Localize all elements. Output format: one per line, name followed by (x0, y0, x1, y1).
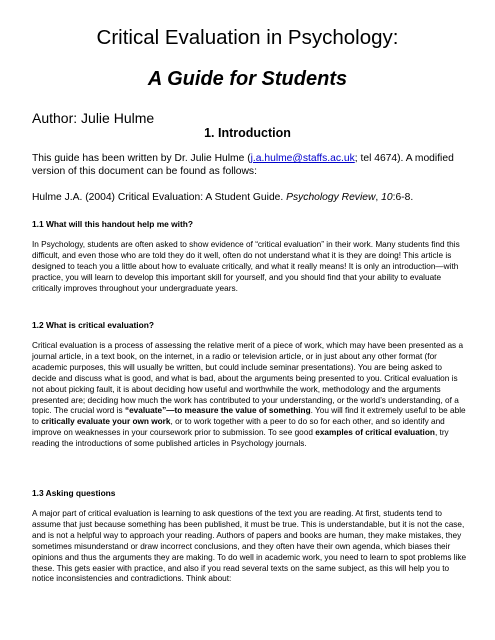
subsection-text-1-1: In Psychology, students are often asked to show evidence of “critical evaluation” in their work. Many students find this difficult, and even those who are told they do it well, often do not understand what it is they are doing! This article is designed to teach you a little about how to evaluate critically, and what it really means! It is only an introduction—with practice, you will learn to develop this important skill for yourself, and you should find that your ability to evaluate critically improves throughout your undergraduate years. (32, 240, 460, 293)
reference-journal: Psychology Review (286, 192, 376, 203)
email-link[interactable]: j.a.hulme@staffs.ac.uk (250, 153, 355, 164)
reference-text: Hulme J.A. (2004) Critical Evaluation: A Student Guide. (32, 192, 287, 203)
subsection-text-1-3: A major part of critical evaluation is learning to ask questions of the text you are reading. At first, students tend to assume that just because something has been published, it must be true. This is understandable, but it is not the case, and is not a helpful way to approach your reading. Authors of papers and books are human, they make mistakes, they sometimes misunderstand or draw incorrect conclusions, and they often have their own agenda, which biases their opinions and thus the arguments they are making. To do well in academic work, you need to learn to spot problems like these. This gets easier with practice, and also if you read several texts on the same subject, as this will help you to notice inconsistencies and contradictions. Think about: (32, 509, 467, 584)
para-1-2-bold-evaluate: “evaluate”—to measure the value of something (124, 406, 311, 416)
document-title: Critical Evaluation in Psychology: (96, 26, 399, 49)
document-subtitle: A Guide for Students (147, 68, 348, 90)
subsection-heading-1-1: 1.1 What will this handout help me with? (32, 219, 193, 229)
intro-paragraph (32, 153, 465, 178)
para-1-2-text-a: Critical evaluation is a process of assessing the relative merit of a piece of work, which may have been presented as a journal article, in a text book, on the internet, in a radio or television article, or in just about any other format (for academic purposes, this will usually be written, but could include seminar presentations). You are being asked to decide and discuss what is good, and what is bad, about the arguments being presented to you. Critical evaluation is not about picking fault, it is about deciding how useful and worthwhile the work, methodology and the arguments presented are; deciding how much the work has contributed to your understanding, or the world’s understanding, of a topic. The crucial word is (32, 341, 464, 416)
subsection-heading-1-3: 1.3 Asking questions (32, 488, 116, 498)
subsection-heading-1-2: 1.2 What is critical evaluation? (32, 320, 154, 330)
intro-text-part1: This guide has been written by Dr. Julie Hulme ( (32, 153, 251, 164)
para-1-2-bold-own-work: critically evaluate your own work (41, 417, 171, 427)
reference-pages: :6-8. (392, 192, 414, 203)
para-1-2-text-d: , try reading the introductions of some published articles in Psychology journals. (32, 428, 449, 449)
intro-text-part2: ; tel 4674). A modified version of this document can be found as follows: (32, 153, 454, 177)
reference-citation (32, 192, 465, 205)
para-1-2-bold-examples: examples of critical evaluation (315, 428, 435, 438)
subsection-text-1-2 (32, 341, 467, 450)
author-line: Author: Julie Hulme (32, 110, 155, 126)
reference-volume: 10 (381, 192, 393, 203)
para-1-2-text-c: , or to work together with a peer to do so for each other, and so identify and improve on weaknesses in your coursework prior to submission. To see good (32, 417, 445, 438)
section-heading-introduction: 1. Introduction (204, 126, 291, 140)
para-1-2-text-b: . You will find it extremely useful to be able to (32, 406, 466, 427)
reference-separator: , (375, 192, 382, 203)
